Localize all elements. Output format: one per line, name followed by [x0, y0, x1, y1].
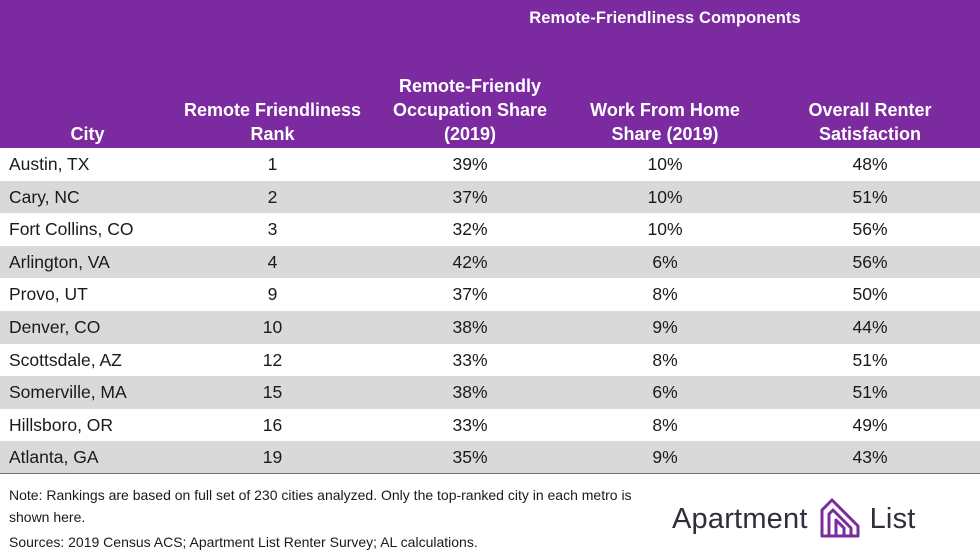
cell-satisfaction: 48%: [852, 154, 888, 174]
cell-occupation-share: 33%: [452, 349, 488, 370]
cell-city: Somerville, MA: [9, 382, 127, 403]
table-row: [0, 376, 980, 409]
column-header-city: City: [70, 124, 105, 144]
column-header-occupation-share: Remote-Friendly Occupation Share (2019): [392, 76, 548, 144]
table-body: [0, 148, 980, 474]
cell-wfh-share: 9%: [652, 447, 678, 468]
cell-occupation-share: 42%: [452, 251, 488, 272]
cell-rank: 3: [267, 219, 278, 240]
cell-rank: 2: [267, 186, 278, 207]
cell-city: Denver, CO: [9, 316, 101, 337]
table-row: [0, 213, 980, 246]
cell-rank: 10: [262, 316, 283, 337]
column-header-rank: Remote Friendliness Rank: [183, 100, 362, 144]
cell-wfh-share: 9%: [652, 316, 678, 337]
cell-occupation-share: 37%: [452, 284, 488, 305]
cell-rank: 9: [267, 284, 278, 305]
table-row: [0, 409, 980, 442]
cell-wfh-share: 8%: [652, 349, 678, 370]
cell-rank: 12: [262, 349, 283, 370]
cell-occupation-share: 33%: [452, 414, 488, 435]
cell-satisfaction: 51%: [852, 186, 888, 207]
cell-satisfaction: 51%: [852, 349, 888, 370]
logo-word-list: List: [869, 502, 916, 535]
table-row: [0, 148, 980, 181]
cell-satisfaction: 56%: [852, 251, 888, 272]
table-row: [0, 246, 980, 279]
cell-city: Fort Collins, CO: [9, 219, 134, 240]
cell-occupation-share: 35%: [452, 447, 488, 468]
cell-satisfaction: 51%: [852, 382, 888, 403]
cell-satisfaction: 49%: [852, 414, 888, 435]
cell-city: Cary, NC: [9, 186, 80, 207]
super-header: Remote-Friendliness Components: [529, 9, 801, 27]
table-row: [0, 344, 980, 377]
cell-rank: 1: [267, 154, 278, 174]
cell-wfh-share: 10%: [647, 186, 683, 207]
logo-word-apartment: Apartment: [672, 502, 808, 535]
cell-satisfaction: 50%: [852, 284, 888, 305]
cell-rank: 15: [262, 382, 283, 403]
cell-occupation-share: 39%: [452, 154, 488, 174]
cell-city: Hillsboro, OR: [9, 414, 114, 435]
table-header: [0, 0, 980, 148]
apartment-list-logo-icon: [818, 496, 862, 542]
cell-satisfaction: 56%: [852, 219, 888, 240]
table-row: [0, 311, 980, 344]
cell-wfh-share: 6%: [652, 382, 678, 403]
cell-wfh-share: 8%: [652, 414, 678, 435]
column-header-wfh-share: Work From Home Share (2019): [590, 100, 740, 144]
table-row: [0, 441, 980, 474]
cell-city: Atlanta, GA: [9, 447, 99, 468]
cell-occupation-share: 32%: [452, 219, 488, 240]
cell-wfh-share: 6%: [652, 251, 678, 272]
cell-rank: 16: [262, 414, 283, 435]
cell-occupation-share: 38%: [452, 382, 488, 403]
table-bottom-rule: [0, 473, 980, 474]
cell-city: Arlington, VA: [9, 251, 110, 272]
cell-wfh-share: 8%: [652, 284, 678, 305]
column-header-satisfaction: Overall Renter Satisfaction: [808, 100, 932, 144]
cell-satisfaction: 43%: [852, 447, 888, 468]
cell-satisfaction: 44%: [852, 316, 888, 337]
table-row: [0, 278, 980, 311]
cell-occupation-share: 37%: [452, 186, 488, 207]
cell-rank: 19: [262, 447, 283, 468]
cell-wfh-share: 10%: [647, 219, 683, 240]
apartment-list-logo: [672, 494, 916, 544]
table-row: [0, 181, 980, 214]
cell-rank: 4: [267, 251, 278, 272]
cell-city: Provo, UT: [9, 284, 88, 305]
cell-city: Scottsdale, AZ: [9, 349, 122, 370]
cell-occupation-share: 38%: [452, 316, 488, 337]
cell-wfh-share: 10%: [647, 154, 683, 174]
sources-line: Sources: 2019 Census ACS; Apartment List Renter Survey; AL calculations.: [9, 534, 478, 550]
cell-city: Austin, TX: [9, 154, 90, 174]
footnote: Note: Rankings are based on full set of 230 cities analyzed. Only the top-ranked city in each metro is shown here.: [9, 487, 632, 525]
